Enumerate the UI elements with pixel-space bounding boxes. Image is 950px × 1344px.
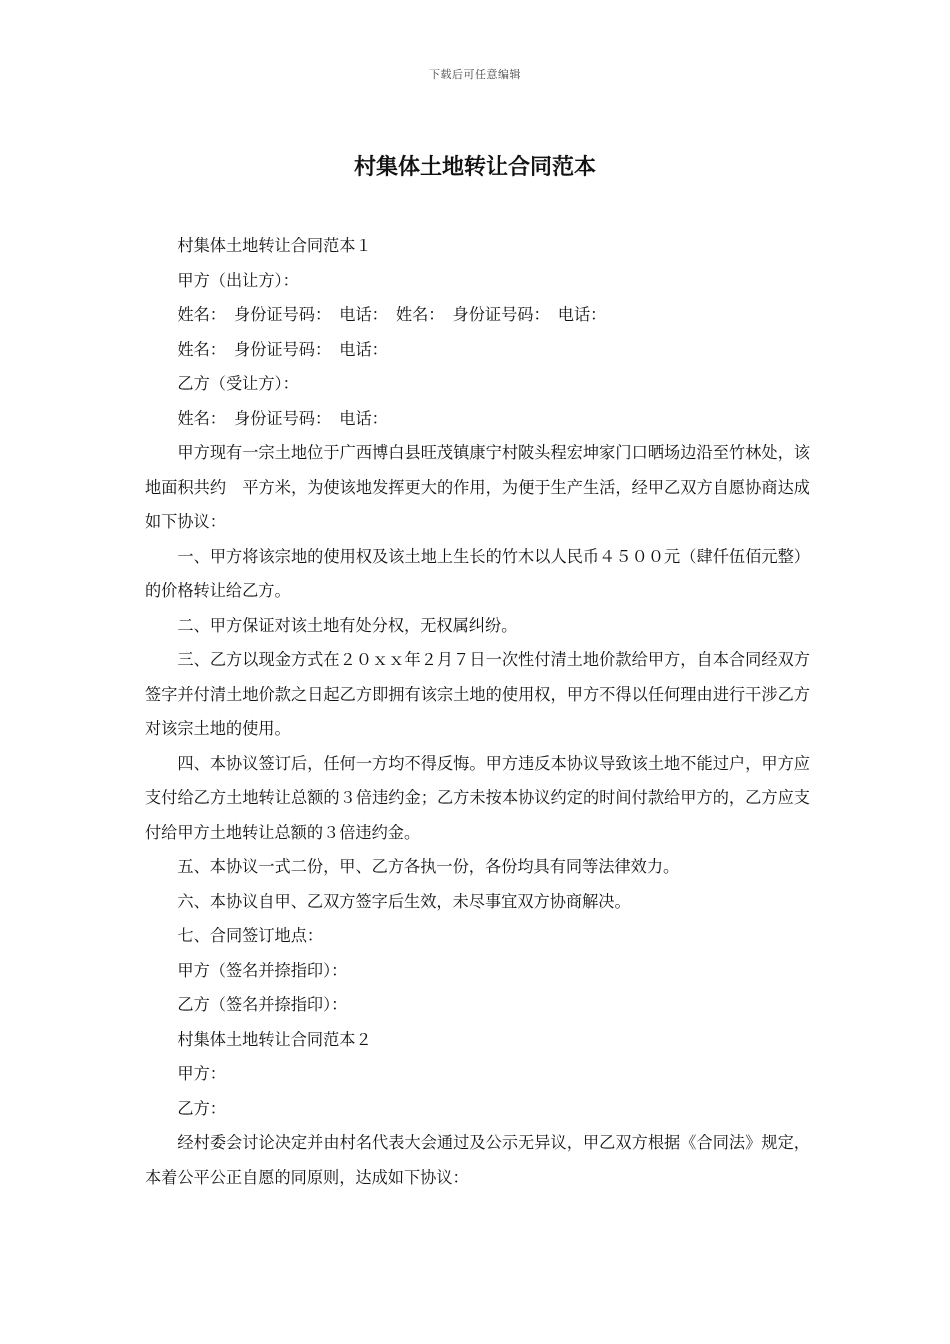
party-b-label: 乙方（受让方）：	[177, 374, 299, 393]
clause-4: 四、本协议签订后，任何一方均不得反悔。甲方违反本协议导致该土地不能过户，甲方应支付给乙方土地转让总额的３倍违约金；乙方未按本协议约定的时间付款给甲方的，乙方应支付给甲方土地转让总额的３倍违约金。	[145, 753, 810, 842]
party-a-label-2: 甲方：	[177, 1064, 226, 1083]
party-a-label: 甲方（出让方）：	[177, 270, 299, 290]
clause-7: 七、合同签订地点：	[177, 926, 324, 945]
party-a-info-line-2: 姓名： 身份证号码： 电话：	[177, 339, 388, 359]
section-heading-1: 村集体土地转让合同范本１	[177, 236, 372, 255]
clause-5: 五、本协议一式二份，甲、乙方各执一份，各份均具有同等法律效力。	[177, 857, 680, 876]
preamble-paragraph-2: 经村委会讨论决定并由村名代表大会通过及公示无异议，甲乙双方根据《合同法》规定，本着公平公正自愿的同原则，达成如下协议：	[145, 1133, 810, 1187]
document-title: 村集体土地转让合同范本	[353, 155, 596, 180]
header-note: 下载后可任意编辑	[429, 68, 521, 81]
section-heading-2: 村集体土地转让合同范本２	[177, 1029, 372, 1049]
party-a-info-line-1: 姓名： 身份证号码： 电话： 姓名： 身份证号码： 电话：	[177, 305, 607, 324]
document-body	[145, 229, 810, 1195]
clause-3: 三、乙方以现金方式在２０ｘｘ年２月７日一次性付清土地价款给甲方，自本合同经双方签字并付清土地价款之日起乙方即拥有该宗土地的使用权，甲方不得以任何理由进行干涉乙方对该宗土地的使用。	[145, 650, 810, 738]
clause-1: 一、甲方将该宗地的使用权及该土地上生长的竹木以人民币４５００元（肆仟伍佰元整）的价格转让给乙方。	[145, 546, 810, 600]
party-b-signature: 乙方（签名并捺指印）：	[177, 995, 348, 1014]
clause-2: 二、甲方保证对该土地有处分权，无权属纠纷。	[177, 615, 518, 635]
land-description-paragraph: 甲方现有一宗土地位于广西博白县旺茂镇康宁村陂头程宏坤家门口晒场边沿至竹林处，该地面积共约 平方米，为使该地发挥更大的作用，为便于生产生活，经甲乙双方自愿协商达成如下协议：	[145, 443, 810, 531]
party-b-info-line: 姓名： 身份证号码： 电话：	[177, 408, 388, 428]
clause-6: 六、本协议自甲、乙双方签字后生效，未尽事宜双方协商解决。	[177, 891, 631, 911]
party-a-signature: 甲方（签名并捺指印）：	[177, 960, 348, 980]
party-b-label-2: 乙方：	[177, 1098, 226, 1118]
